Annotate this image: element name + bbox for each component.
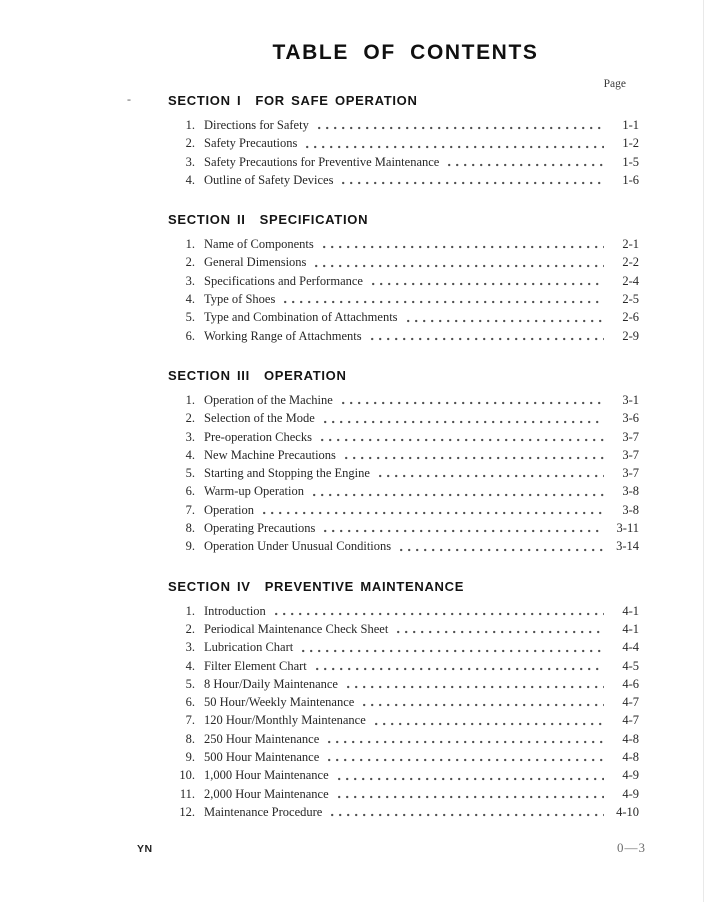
toc-item	[168, 464, 639, 482]
toc-item-title: Periodical Maintenance Check Sheet	[204, 621, 389, 636]
toc-item-page: 1-2	[622, 136, 639, 151]
toc-item	[168, 253, 639, 271]
toc-item-number: 11.	[179, 786, 195, 801]
footer-model-code: YN	[137, 843, 153, 855]
toc-item-title: Selection of the Mode	[204, 411, 315, 426]
toc-item-number: 1.	[185, 392, 195, 407]
dot-leader	[313, 493, 604, 497]
toc-item-page: 3-7	[622, 429, 639, 444]
dot-leader	[379, 474, 604, 478]
toc-item-number: 9.	[185, 750, 195, 765]
toc-item	[168, 171, 639, 189]
dot-leader	[328, 758, 604, 762]
toc-item	[168, 391, 639, 409]
toc-item-number: 8.	[185, 731, 195, 746]
toc-item	[168, 519, 639, 537]
section-heading	[168, 93, 639, 108]
dot-leader	[302, 649, 604, 653]
toc-item	[168, 428, 639, 446]
toc-item-number: 3.	[185, 429, 195, 444]
dot-leader	[328, 740, 604, 744]
dot-leader	[342, 181, 604, 185]
toc-item-title: 250 Hour Maintenance	[204, 731, 320, 746]
toc-item-page: 4-7	[622, 713, 639, 728]
toc-item	[168, 116, 639, 134]
section-number-label: SECTION III	[168, 367, 250, 383]
toc-item	[168, 638, 639, 656]
toc-item-page: 2-1	[622, 237, 639, 252]
toc-item-title: 1,000 Hour Maintenance	[204, 768, 329, 783]
toc-item	[168, 501, 639, 519]
toc-item-title: Name of Components	[204, 237, 314, 252]
toc-item-title: Safety Precautions for Preventive Maintenance	[204, 154, 440, 169]
toc-item-number: 2.	[185, 411, 195, 426]
dot-leader	[324, 529, 604, 533]
toc-item-page: 4-7	[622, 695, 639, 710]
toc-item-page: 4-5	[622, 658, 639, 673]
toc-item	[168, 748, 639, 766]
dot-leader	[342, 401, 604, 405]
dot-leader	[397, 630, 604, 634]
dot-leader	[363, 703, 604, 707]
dot-leader	[321, 438, 604, 442]
toc-item-title: Type and Combination of Attachments	[204, 310, 398, 325]
toc-item	[168, 327, 639, 345]
section-heading	[168, 368, 639, 383]
margin-dash: -	[127, 92, 131, 106]
toc-item-number: 5.	[185, 676, 195, 691]
toc-item-number: 6.	[185, 328, 195, 343]
section-number-label: SECTION I	[168, 93, 242, 108]
dot-leader	[263, 511, 604, 515]
toc-item	[168, 803, 639, 821]
section-number-label: SECTION II	[168, 212, 246, 228]
toc-item-number: 4.	[185, 447, 195, 462]
page-column-label-row	[0, 78, 626, 91]
dot-leader	[338, 777, 604, 781]
toc-item-page: 1-5	[622, 154, 639, 169]
toc-item-title: Working Range of Attachments	[204, 328, 362, 343]
toc-item-title: Operation	[204, 502, 254, 517]
dot-leader	[331, 813, 604, 817]
toc-item-title: Safety Precautions	[204, 136, 298, 151]
toc-item-page: 3-7	[622, 447, 639, 462]
toc-item	[168, 235, 639, 253]
toc-item-number: 3.	[185, 273, 195, 288]
toc-item-page: 4-10	[616, 804, 639, 819]
toc-item-number: 9.	[185, 539, 195, 554]
toc-section	[168, 579, 639, 822]
toc-item-page: 4-1	[622, 621, 639, 636]
toc-item-page: 3-6	[622, 411, 639, 426]
toc-item-title: 50 Hour/Weekly Maintenance	[204, 695, 355, 710]
dot-leader	[324, 420, 604, 424]
section-number-label: SECTION IV	[168, 578, 251, 594]
dot-leader	[338, 795, 604, 799]
footer-page-number: 0—3	[617, 840, 646, 855]
toc-item	[168, 446, 639, 464]
toc-item-title: Directions for Safety	[204, 118, 309, 132]
dot-leader	[345, 456, 604, 460]
toc-item	[168, 290, 639, 308]
toc-section	[168, 93, 639, 189]
toc-item-title: 2,000 Hour Maintenance	[204, 786, 329, 801]
dot-leader	[306, 145, 604, 149]
toc-item-page: 4-9	[622, 786, 639, 801]
toc-item-title: Warm-up Operation	[204, 484, 304, 499]
toc-item-page: 3-11	[616, 521, 639, 536]
toc-item	[168, 785, 639, 803]
toc-item	[168, 711, 639, 729]
toc-item	[168, 675, 639, 693]
toc-item-page: 1-6	[622, 172, 639, 187]
toc-item	[168, 409, 639, 427]
toc-item-title: Lubrication Chart	[204, 640, 294, 655]
toc-item-page: 3-7	[622, 466, 639, 481]
toc-section	[168, 368, 639, 556]
dot-leader	[448, 163, 604, 167]
toc-item-number: 2.	[185, 136, 195, 151]
toc-item-page: 2-2	[622, 255, 639, 270]
toc-item-page: 4-8	[622, 731, 639, 746]
toc-item	[168, 134, 639, 152]
page-title: TABLE OF CONTENTS	[272, 41, 539, 64]
dot-leader	[318, 126, 604, 130]
dot-leader	[323, 245, 604, 249]
toc-item-title: 8 Hour/Daily Maintenance	[204, 676, 338, 691]
dot-leader	[316, 667, 604, 671]
toc-item-title: Introduction	[204, 603, 266, 618]
toc-item-title: General Dimensions	[204, 255, 307, 270]
toc-item-title: Operating Precautions	[204, 521, 316, 536]
toc-item-title: Maintenance Procedure	[204, 804, 323, 819]
dot-leader	[375, 722, 604, 726]
toc-item-page: 4-8	[622, 750, 639, 765]
toc-item	[168, 153, 639, 171]
toc-item-page: 2-5	[622, 292, 639, 307]
dot-leader	[315, 264, 604, 268]
section-heading	[168, 579, 639, 594]
toc-item-number: 1.	[185, 118, 195, 132]
toc-item-number: 10.	[179, 768, 195, 783]
toc-item-number: 12.	[179, 804, 195, 819]
dot-leader	[407, 319, 604, 323]
toc-item	[168, 308, 639, 326]
toc-item	[168, 766, 639, 784]
toc-item-title: Operation Under Unusual Conditions	[204, 539, 392, 554]
toc-item-title: Type of Shoes	[204, 292, 276, 307]
toc-item-title: Pre-operation Checks	[204, 429, 312, 444]
toc-item-page: 3-8	[622, 484, 639, 499]
toc-item-page: 2-6	[622, 310, 639, 325]
toc-item-number: 4.	[185, 292, 195, 307]
toc-item-number: 5.	[185, 310, 195, 325]
toc-item	[168, 537, 639, 555]
toc-item-page: 4-9	[622, 768, 639, 783]
toc-item-number: 1.	[185, 237, 195, 252]
toc-item-page: 2-9	[622, 328, 639, 343]
dot-leader	[371, 337, 604, 341]
toc-item-title: Outline of Safety Devices	[204, 172, 334, 187]
toc-item-number: 7.	[185, 502, 195, 517]
toc-sections	[168, 93, 639, 821]
dot-leader	[372, 282, 604, 286]
toc-item-title: 120 Hour/Monthly Maintenance	[204, 713, 366, 728]
dot-leader	[400, 548, 604, 552]
toc-item-number: 5.	[185, 466, 195, 481]
toc-item-title: New Machine Precautions	[204, 447, 336, 462]
toc-item-number: 4.	[185, 658, 195, 673]
toc-item-number: 4.	[185, 172, 195, 187]
page-column-label: Page	[603, 78, 626, 90]
toc-item-number: 8.	[185, 521, 195, 536]
toc-item	[168, 657, 639, 675]
section-heading	[168, 212, 639, 227]
toc-item	[168, 602, 639, 620]
section-title: OPERATION	[263, 367, 347, 383]
toc-item-title: Starting and Stopping the Engine	[204, 466, 370, 481]
dot-leader	[284, 300, 604, 304]
toc-item-number: 1.	[185, 603, 195, 618]
toc-item-number: 6.	[185, 695, 195, 710]
section-title: SPECIFICATION	[259, 212, 369, 228]
toc-item	[168, 482, 639, 500]
toc-item	[168, 730, 639, 748]
toc-item-page: 3-14	[616, 539, 639, 554]
toc-item-number: 7.	[185, 713, 195, 728]
dot-leader	[347, 685, 604, 689]
toc-item	[168, 272, 639, 290]
toc-item-title: Filter Element Chart	[204, 658, 307, 673]
section-title: PREVENTIVE MAINTENANCE	[264, 578, 465, 594]
toc-item-page: 3-1	[622, 392, 639, 407]
toc-item-number: 3.	[185, 640, 195, 655]
dot-leader	[275, 612, 604, 616]
toc-item-title: 500 Hour Maintenance	[204, 750, 320, 765]
toc-item-number: 6.	[185, 484, 195, 499]
toc-item-title: Operation of the Machine	[204, 392, 333, 407]
toc-item-number: 3.	[185, 154, 195, 169]
toc-item-page: 4-1	[622, 603, 639, 618]
toc-item-page: 3-8	[622, 502, 639, 517]
toc-item-number: 2.	[185, 621, 195, 636]
toc-item	[168, 693, 639, 711]
toc-section	[168, 212, 639, 345]
toc-item-title: Specifications and Performance	[204, 273, 363, 288]
toc-item-page: 4-4	[622, 640, 639, 655]
toc-item	[168, 620, 639, 638]
toc-item-page: 4-6	[622, 676, 639, 691]
toc-item-number: 2.	[185, 255, 195, 270]
section-title: FOR SAFE OPERATION	[255, 93, 418, 108]
toc-item-page: 1-1	[622, 118, 639, 132]
toc-item-page: 2-4	[622, 273, 639, 288]
